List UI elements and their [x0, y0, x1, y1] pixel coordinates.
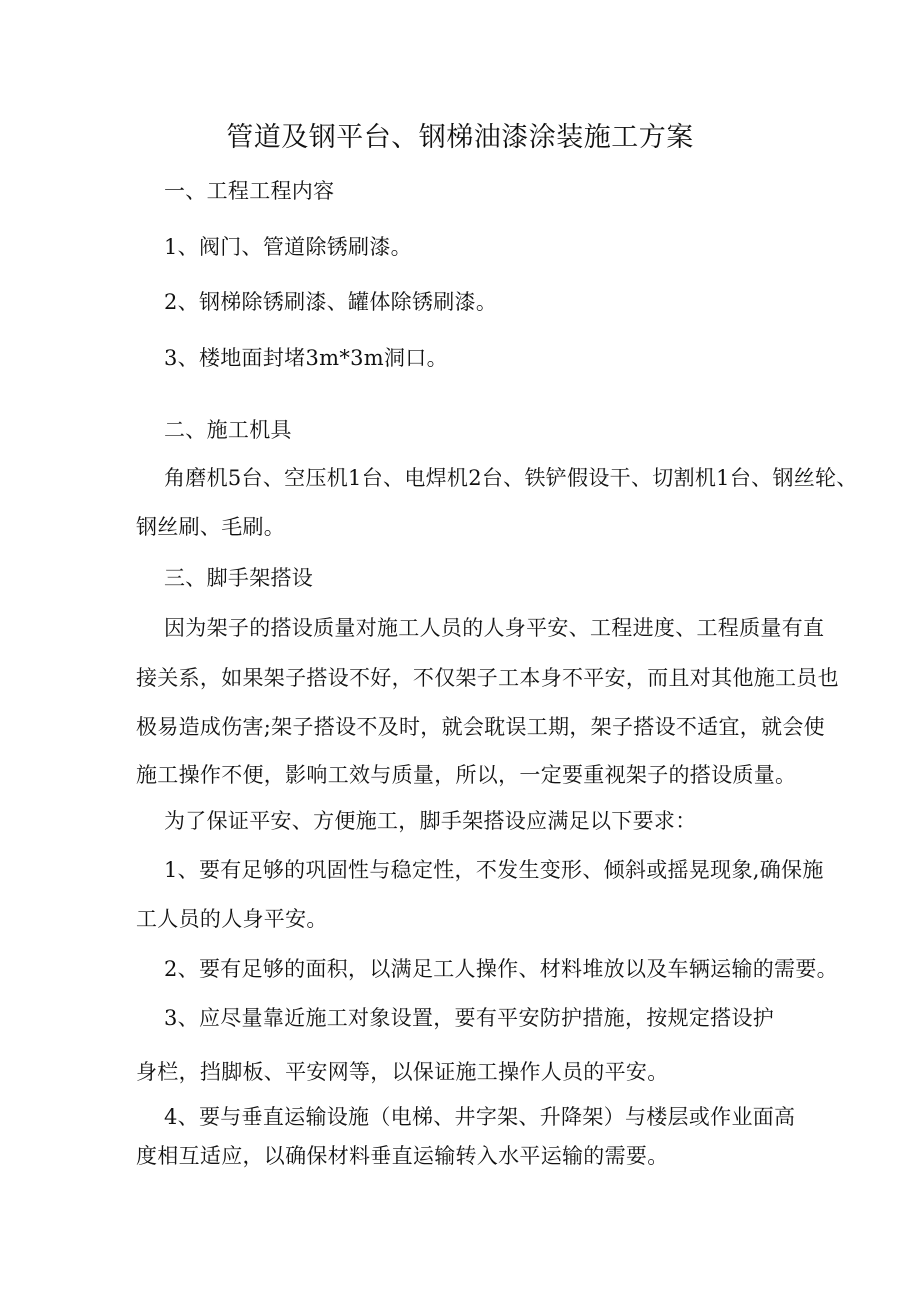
requirement-4-line-1: 4、要与垂直运输设施（电梯、井字架、升降架）与楼层或作业面高	[164, 1105, 796, 1129]
requirement-3-line-2: 身栏，挡脚板、平安网等，以保证施工操作人员的平安。	[136, 1060, 669, 1084]
section-3-heading: 三、脚手架搭设	[164, 566, 314, 590]
requirement-2: 2、要有足够的面积，以满足工人操作、材料堆放以及车辆运输的需要。	[164, 957, 838, 981]
requirement-4-line-2: 度相互适应，以确保材料垂直运输转入水平运输的需要。	[136, 1144, 669, 1168]
paragraph-1-line-1: 因为架子的搭设质量对施工人员的人身平安、工程进度、工程质量有直	[164, 616, 825, 640]
section-1-heading: 一、工程工程内容	[164, 179, 335, 203]
section-2-line-2: 钢丝刷、毛刷。	[136, 515, 286, 539]
requirement-3-line-1: 3、应尽量靠近施工对象设置，要有平安防护措施，按规定搭设护	[164, 1006, 775, 1030]
paragraph-1-line-3: 极易造成伤害;架子搭设不及时，就会耽误工期，架子搭设不适宜，就会使	[136, 715, 825, 739]
document-title: 管道及钢平台、钢梯油漆涂装施工方案	[226, 122, 694, 153]
requirements-intro: 为了保证平安、方便施工，脚手架搭设应满足以下要求：	[164, 809, 697, 833]
paragraph-1-line-4: 施工操作不便，影响工效与质量，所以，一定要重视架子的搭设质量。	[136, 763, 797, 787]
section-1-item-2: 2、钢梯除锈刷漆、罐体除锈刷漆。	[164, 290, 498, 314]
requirement-1-line-2: 工人员的人身平安。	[136, 907, 328, 931]
section-2-heading: 二、施工机具	[164, 418, 292, 442]
section-2-line-1: 角磨机5台、空压机1台、电焊机2台、铁铲假设干、切割机1台、钢丝轮、	[164, 466, 858, 490]
section-1-item-3: 3、楼地面封堵3m*3m洞口。	[164, 346, 448, 370]
section-1-item-1: 1、阀门、管道除锈刷漆。	[164, 235, 412, 259]
requirement-1-line-1: 1、要有足够的巩固性与稳定性，不发生变形、倾斜或摇晃现象,确保施	[164, 858, 824, 882]
paragraph-1-line-2: 接关系，如果架子搭设不好，不仅架子工本身不平安，而且对其他施工员也	[136, 666, 839, 690]
